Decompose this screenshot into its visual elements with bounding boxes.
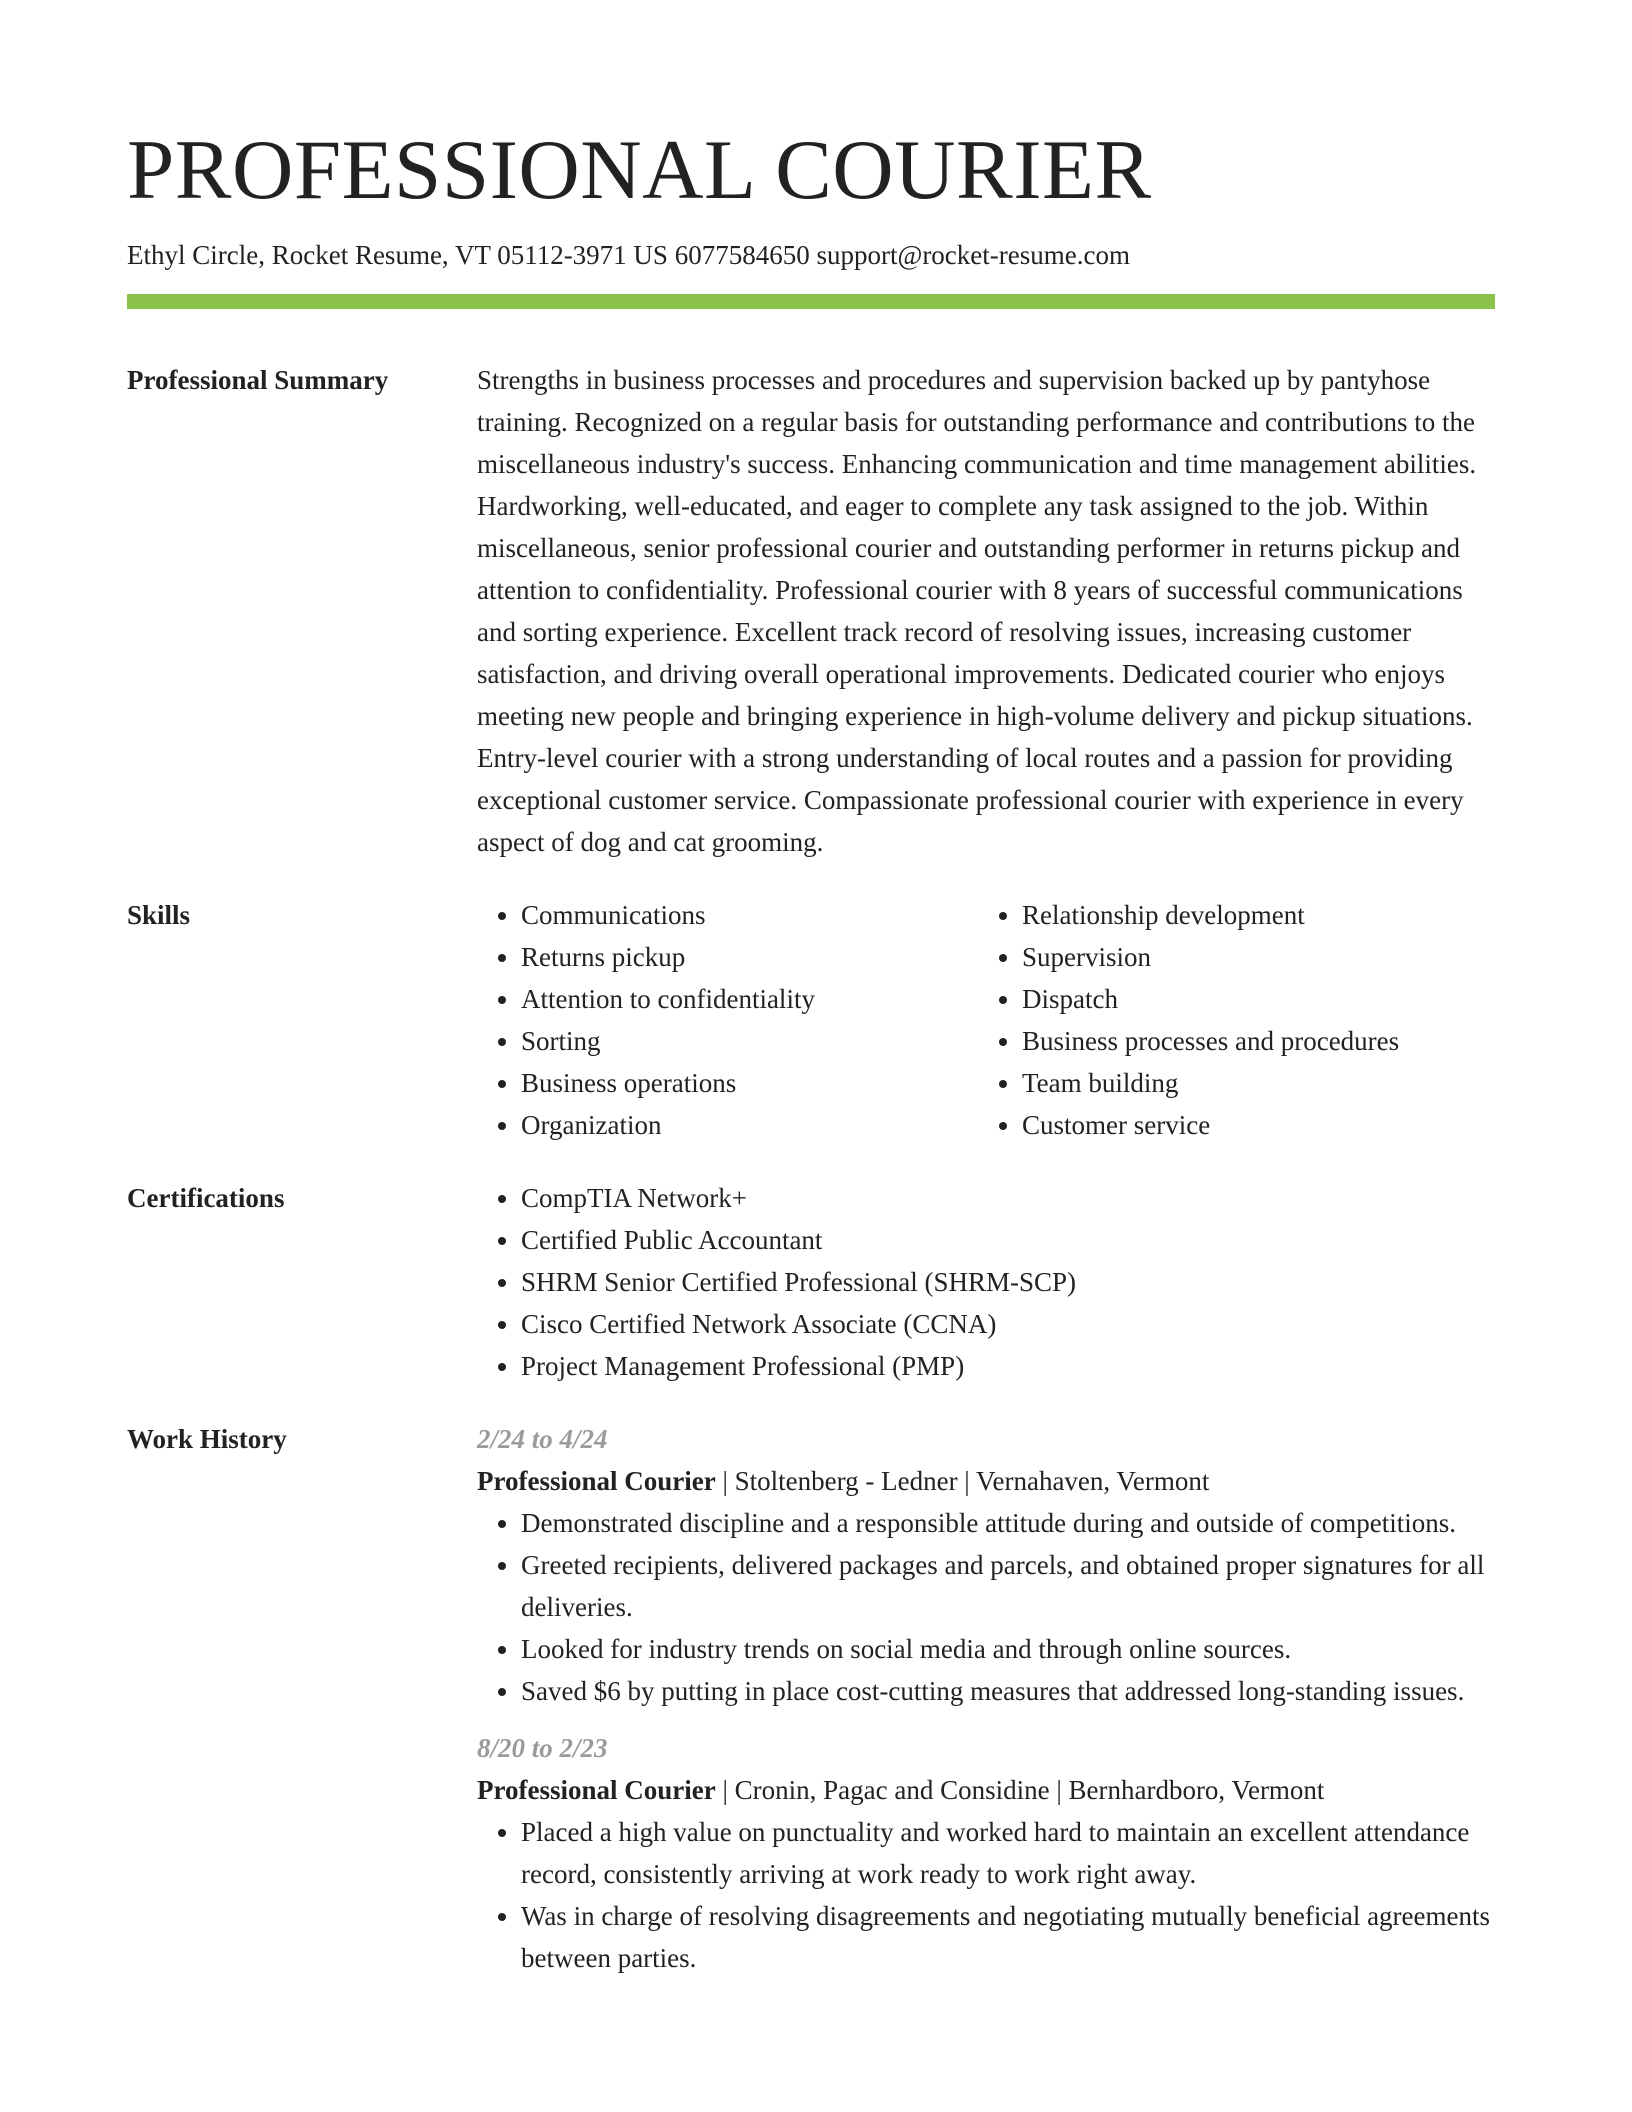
job-employer-location: | Cronin, Pagac and Considine | Bernhardboro, Vermont [715,1775,1325,1805]
certification-item: • SHRM Senior Certified Professional (SHRM-SCP) [521,1261,1495,1303]
skills-grid [477,894,1495,1146]
skills-column-left [477,894,978,1146]
job-title: Professional Courier [477,1466,716,1496]
work-history-label: Work History [127,1424,287,1454]
skills-section [127,894,1495,1146]
certification-item: • Project Management Professional (PMP) [521,1345,1495,1387]
job-title-line [477,1460,1495,1502]
job-bullet: • Was in charge of resolving disagreements and negotiating mutually beneficial agreements between parties. [521,1895,1495,1979]
job-entry [477,1727,1495,1979]
certifications-label: Certifications [127,1183,285,1213]
skills-column-right [978,894,1479,1146]
skills-list-right [978,894,1479,1146]
skill-item: • Returns pickup [521,936,978,978]
skill-item: • Customer service [1022,1104,1479,1146]
job-title: Professional Courier [477,1775,716,1805]
job-dates: 2/24 to 4/24 [477,1424,608,1454]
header-divider [127,294,1495,309]
skill-item: • Business processes and procedures [1022,1020,1479,1062]
job-entry [477,1418,1495,1712]
resume-page [127,0,1495,1979]
certifications-section [127,1177,1495,1387]
skills-label: Skills [127,900,191,930]
certifications-body [477,1177,1495,1387]
job-employer-location: | Stoltenberg - Ledner | Vernahaven, Vermont [715,1466,1210,1496]
skill-item: • Communications [521,894,978,936]
contact-info: Ethyl Circle, Rocket Resume, VT 05112-3971 US 6077584650 support@rocket-resume.com [127,240,1130,270]
skill-item: • Dispatch [1022,978,1479,1020]
job-bullets [477,1502,1495,1712]
work-history-body [477,1418,1495,1979]
skill-item: • Attention to confidentiality [521,978,978,1020]
job-dates: 8/20 to 2/23 [477,1733,608,1763]
job-bullet: • Greeted recipients, delivered packages and parcels, and obtained proper signatures for all deliveries. [521,1544,1495,1628]
skill-item: • Sorting [521,1020,978,1062]
summary-label: Professional Summary [127,365,389,395]
skill-item: • Team building [1022,1062,1479,1104]
summary-section [127,359,1495,863]
job-bullet: • Placed a high value on punctuality and worked hard to maintain an excellent attendance record, consistently arriving at work ready to work right away. [521,1811,1495,1895]
certification-item: • Certified Public Accountant [521,1219,1495,1261]
skills-list-left [477,894,978,1146]
work-history-section [127,1418,1495,1979]
job-bullets [477,1811,1495,1979]
resume-name-heading: PROFESSIONAL COURIER [127,123,1152,217]
job-bullet: • Saved $6 by putting in place cost-cutting measures that addressed long-standing issues. [521,1670,1495,1712]
certification-item: • CompTIA Network+ [521,1177,1495,1219]
skill-item: • Organization [521,1104,978,1146]
skill-item: • Business operations [521,1062,978,1104]
job-bullet: • Demonstrated discipline and a responsible attitude during and outside of competitions. [521,1502,1495,1544]
skill-item: • Supervision [1022,936,1479,978]
job-title-line [477,1769,1495,1811]
job-bullet: • Looked for industry trends on social media and through online sources. [521,1628,1495,1670]
certification-item: • Cisco Certified Network Associate (CCNA) [521,1303,1495,1345]
skill-item: • Relationship development [1022,894,1479,936]
summary-text: Strengths in business processes and procedures and supervision backed up by pantyhose training. Recognized on a regular basis for outstanding performance and contributions to the miscellaneous industry's success. Enhancing communication and time management abilities. Hardworking, well-educated, and eager to complete any task assigned to the job. Within miscellaneous, senior professional courier and outstanding performer in returns pickup and attention to confidentiality. Professional courier with 8 years of successful communications and sorting experience. Excellent track record of resolving issues, increasing customer satisfaction, and driving overall operational improvements. Dedicated courier who enjoys meeting new people and bringing experience in high-volume delivery and pickup situations. Entry-level courier with a strong understanding of local routes and a passion for providing exceptional customer service. Compassionate professional courier with experience in every aspect of dog and cat grooming. [477,365,1477,857]
certifications-list [477,1177,1495,1387]
